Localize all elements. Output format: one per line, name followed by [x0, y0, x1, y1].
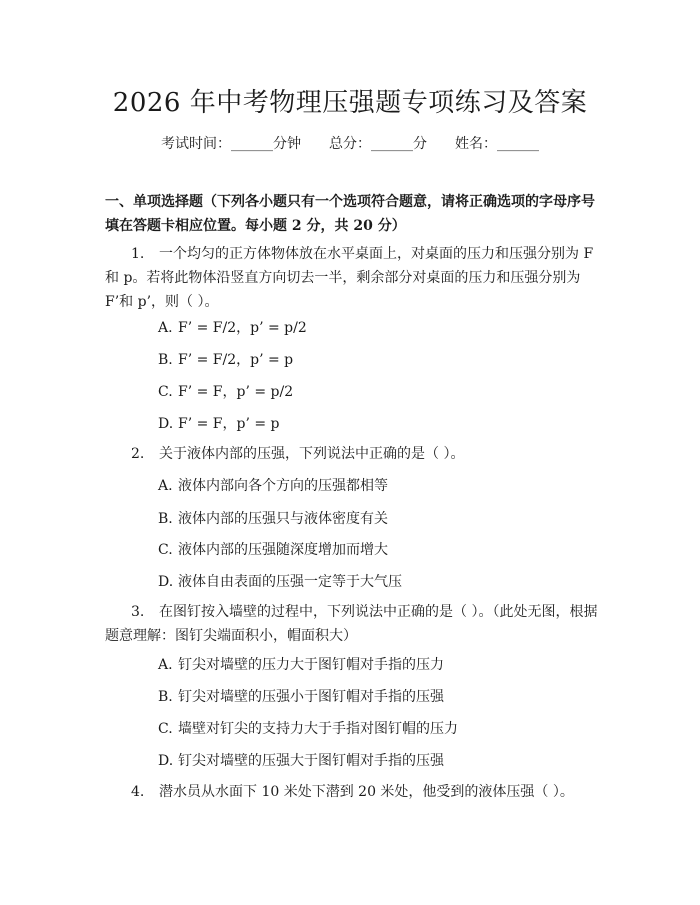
option-letter: B. — [158, 511, 173, 527]
question-1-option-a — [158, 318, 307, 338]
question-number: 2. — [131, 446, 145, 462]
question-1-option-d — [158, 414, 280, 434]
question-1 — [105, 242, 600, 314]
question-number: 4. — [131, 784, 145, 800]
exam-info-line — [0, 133, 700, 153]
question-2-option-d — [158, 572, 402, 592]
option-letter: B. — [158, 352, 173, 368]
option-text: 液体自由表面的压强一定等于大气压 — [178, 574, 402, 590]
section-heading: 一、单项选择题（下列各小题只有一个选项符合题意，请将正确选项的字母序号填在答题卡相应位置。每小题 2 分，共 20 分） — [105, 194, 595, 234]
question-2-option-a — [158, 476, 388, 496]
option-text: 钉尖对墙壁的压力大于图钉帽对手指的压力 — [178, 657, 444, 673]
option-text: F’ = F/2，p’ = p/2 — [178, 320, 307, 336]
option-text: 钉尖对墙壁的压强大于图钉帽对手指的压强 — [178, 753, 444, 769]
option-letter: A. — [158, 478, 173, 494]
student-name-field: 姓名：______ — [455, 136, 539, 152]
question-3-option-b — [158, 687, 444, 707]
document-title: 2026 年中考物理压强题专项练习及答案 — [112, 88, 588, 118]
option-text: F’ = F，p’ = p — [178, 416, 280, 432]
option-text: 液体内部的压强随深度增加而增大 — [178, 542, 388, 558]
option-letter: D. — [158, 574, 174, 590]
question-3 — [105, 600, 600, 648]
option-text: F’ = F/2，p’ = p — [178, 352, 294, 368]
question-1-option-c — [158, 382, 293, 402]
option-letter: C. — [158, 384, 173, 400]
question-text: 关于液体内部的压强，下列说法中正确的是（ ）。 — [159, 446, 465, 462]
question-2-option-c — [158, 540, 388, 560]
question-number: 3. — [131, 604, 145, 620]
total-score-field: 总分：______分 — [329, 136, 427, 152]
option-text: F’ = F，p’ = p/2 — [178, 384, 294, 400]
option-letter: A. — [158, 320, 173, 336]
option-letter: D. — [158, 753, 174, 769]
option-text: 墙壁对钉尖的支持力大于手指对图钉帽的压力 — [178, 721, 458, 737]
exam-time-field: 考试时间：______分钟 — [161, 136, 301, 152]
question-text: 一个均匀的正方体物体放在水平桌面上，对桌面的压力和压强分别为 F 和 p。若将此物体沿竖直方向切去一半，剩余部分对桌面的压力和压强分别为 F’和 p’，则（ ）。 — [105, 246, 594, 310]
option-text: 液体内部的压强只与液体密度有关 — [178, 511, 388, 527]
question-2-option-b — [158, 509, 388, 529]
question-3-option-c — [158, 719, 458, 739]
question-text: 在图钉按入墙壁的过程中，下列说法中正确的是（ ）。（此处无图，根据题意理解：图钉尖端面积小，帽面积大） — [105, 604, 598, 644]
question-3-option-a — [158, 655, 444, 675]
option-letter: C. — [158, 542, 173, 558]
option-text: 钉尖对墙壁的压强小于图钉帽对手指的压强 — [178, 689, 444, 705]
option-letter: B. — [158, 689, 173, 705]
option-letter: D. — [158, 416, 174, 432]
option-letter: A. — [158, 657, 173, 673]
question-number: 1. — [131, 246, 145, 262]
question-1-option-b — [158, 350, 293, 370]
option-letter: C. — [158, 721, 173, 737]
question-3-option-d — [158, 751, 444, 771]
question-text: 潜水员从水面下 10 米处下潜到 20 米处，他受到的液体压强（ ）。 — [159, 784, 574, 800]
question-2 — [105, 442, 600, 466]
question-4 — [105, 780, 600, 804]
option-text: 液体内部向各个方向的压强都相等 — [178, 478, 388, 494]
